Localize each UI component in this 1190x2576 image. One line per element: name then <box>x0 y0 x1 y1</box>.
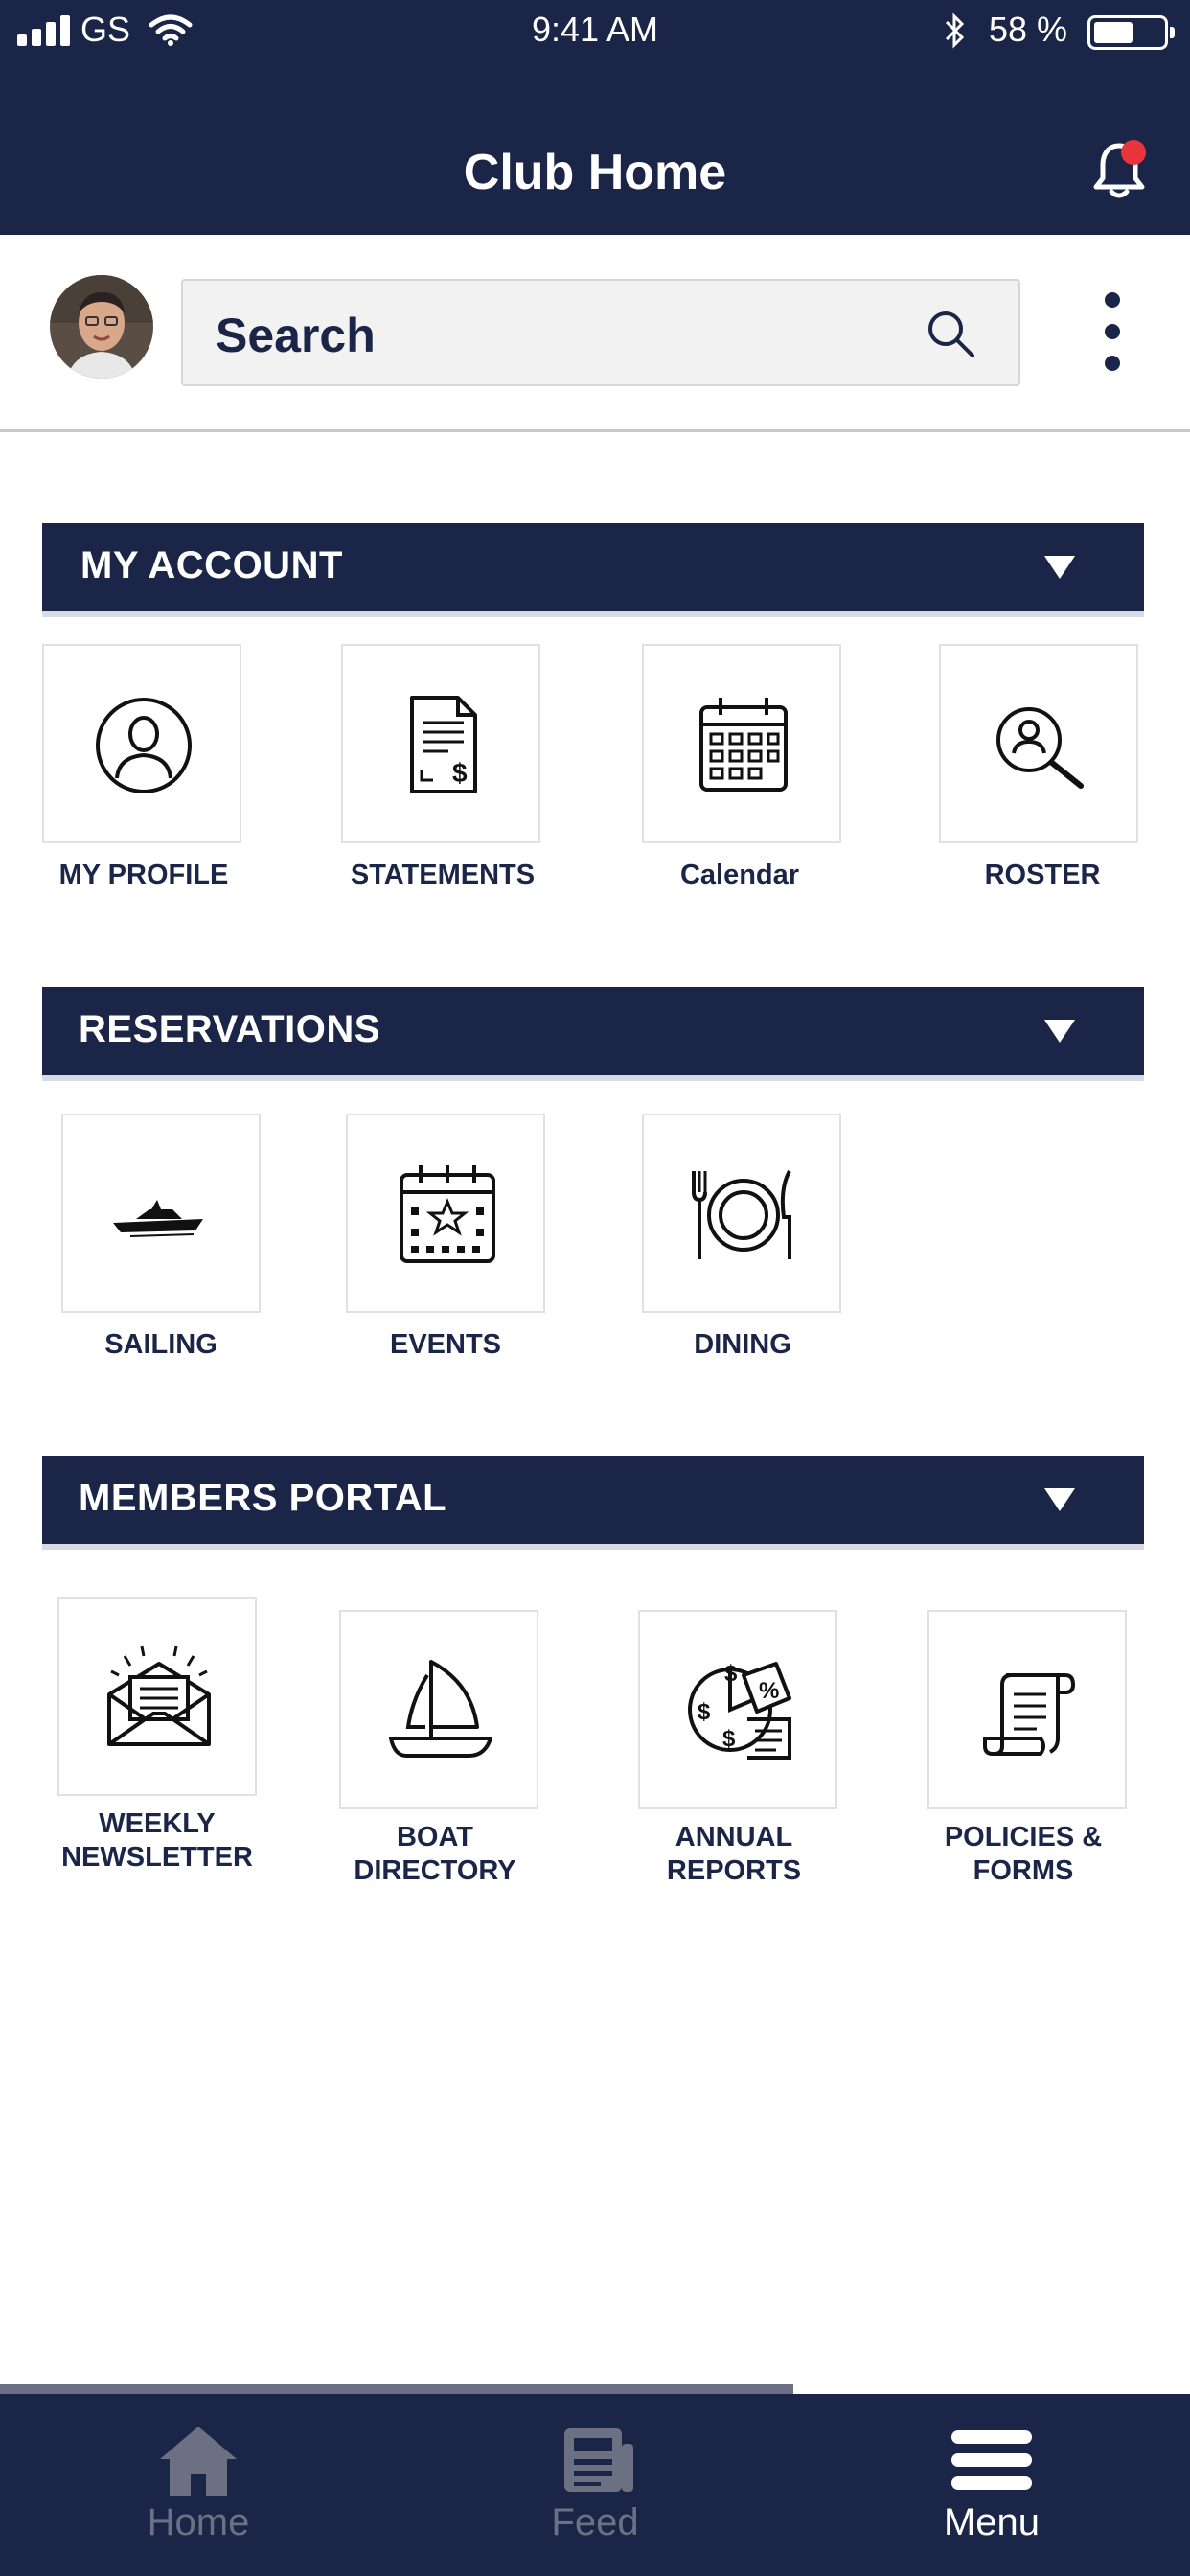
label-line: DIRECTORY <box>354 1855 516 1886</box>
top-bar <box>0 0 1190 235</box>
label-line: WEEKLY <box>99 1808 216 1839</box>
tile-label-dining: DINING <box>694 1329 791 1360</box>
tile-label-weekly-newsletter <box>13 1807 301 1874</box>
user-photo <box>50 275 153 379</box>
yacht-icon <box>107 1160 218 1271</box>
tile-label-statements: STATEMENTS <box>350 860 536 890</box>
tab-label-home: Home <box>147 2501 250 2543</box>
section-header-members-portal[interactable] <box>42 1456 1144 1544</box>
label-line: NEWSLETTER <box>61 1842 253 1873</box>
tile-statements[interactable] <box>341 644 540 843</box>
tile-label-roster: ROSTER <box>984 860 1101 890</box>
label-line: POLICIES & <box>944 1822 1103 1852</box>
tile-label-events: EVENTS <box>389 1329 502 1360</box>
scroll-thumb <box>0 2384 793 2394</box>
notification-button[interactable] <box>1090 136 1148 201</box>
battery-icon <box>1087 15 1168 50</box>
tab-feed[interactable] <box>397 2394 793 2576</box>
tile-label-calendar: Calendar <box>679 860 800 890</box>
tab-label-feed: Feed <box>551 2501 639 2543</box>
chevron-down-icon <box>1044 1020 1075 1043</box>
newsletter-icon <box>103 1643 215 1754</box>
svg-text:$: $ <box>452 758 468 788</box>
scroll-icon <box>973 1656 1085 1767</box>
svg-text:$: $ <box>722 1726 736 1752</box>
tile-roster[interactable] <box>939 644 1138 843</box>
feed-icon <box>547 2423 643 2499</box>
label-line: ANNUAL <box>675 1822 793 1852</box>
tile-label-boat-directory <box>291 1821 579 1888</box>
section-header-reservations[interactable] <box>42 987 1144 1075</box>
tile-dining[interactable] <box>642 1114 841 1313</box>
sailboat-icon <box>385 1656 496 1767</box>
calendar-icon <box>688 690 799 801</box>
tile-sailing[interactable] <box>61 1114 261 1313</box>
tile-weekly-newsletter[interactable] <box>57 1597 257 1796</box>
bluetooth-icon <box>944 12 967 50</box>
battery-percent: 58 % <box>989 10 1068 49</box>
tab-home[interactable] <box>0 2394 397 2576</box>
tile-label-annual-reports <box>590 1821 878 1888</box>
search-row <box>0 235 1190 432</box>
tile-calendar[interactable] <box>642 644 841 843</box>
svg-text:$: $ <box>724 1661 738 1687</box>
more-options-icon[interactable] <box>1098 288 1127 375</box>
section-title: MY ACCOUNT <box>80 544 343 586</box>
page-scroll-indicator <box>0 2384 1190 2394</box>
tile-annual-reports[interactable] <box>638 1610 837 1809</box>
event-calendar-icon <box>392 1160 503 1271</box>
tile-events[interactable] <box>346 1114 545 1313</box>
search-icon[interactable] <box>925 308 978 361</box>
tile-my-profile[interactable] <box>42 644 241 843</box>
svg-text:%: % <box>759 1678 780 1704</box>
avatar[interactable] <box>50 275 153 379</box>
label-line: REPORTS <box>666 1855 802 1886</box>
tile-policies-forms[interactable] <box>927 1610 1127 1809</box>
carrier-label: GS <box>80 10 131 49</box>
menu-icon <box>944 2423 1040 2499</box>
tile-label-sailing: SAILING <box>104 1329 217 1360</box>
tab-menu[interactable] <box>793 2394 1190 2576</box>
notification-badge <box>1121 140 1146 165</box>
roster-search-icon <box>985 690 1096 801</box>
tile-boat-directory[interactable] <box>339 1610 538 1809</box>
page-title: Club Home <box>463 145 727 200</box>
profile-icon <box>88 690 199 801</box>
reports-icon <box>684 1656 795 1767</box>
chevron-down-icon <box>1044 556 1075 579</box>
status-time: 9:41 AM <box>531 10 659 49</box>
section-title: RESERVATIONS <box>79 1008 380 1050</box>
label-line: BOAT <box>396 1822 473 1852</box>
chevron-down-icon <box>1044 1488 1075 1511</box>
statement-icon <box>387 690 498 801</box>
home-icon <box>150 2423 246 2499</box>
label-line: FORMS <box>973 1855 1074 1886</box>
section-header-my-account[interactable] <box>42 523 1144 611</box>
tile-label-policies-forms <box>880 1821 1167 1888</box>
section-title: MEMBERS PORTAL <box>79 1477 447 1519</box>
svg-text:$: $ <box>698 1699 711 1725</box>
plate-cutlery-icon <box>688 1160 799 1271</box>
search-input[interactable] <box>181 279 1020 386</box>
search-placeholder: Search <box>216 309 376 362</box>
bottom-tab-bar <box>0 2394 1190 2576</box>
tile-label-my-profile: MY PROFILE <box>58 860 229 890</box>
tab-label-menu: Menu <box>943 2501 1041 2543</box>
